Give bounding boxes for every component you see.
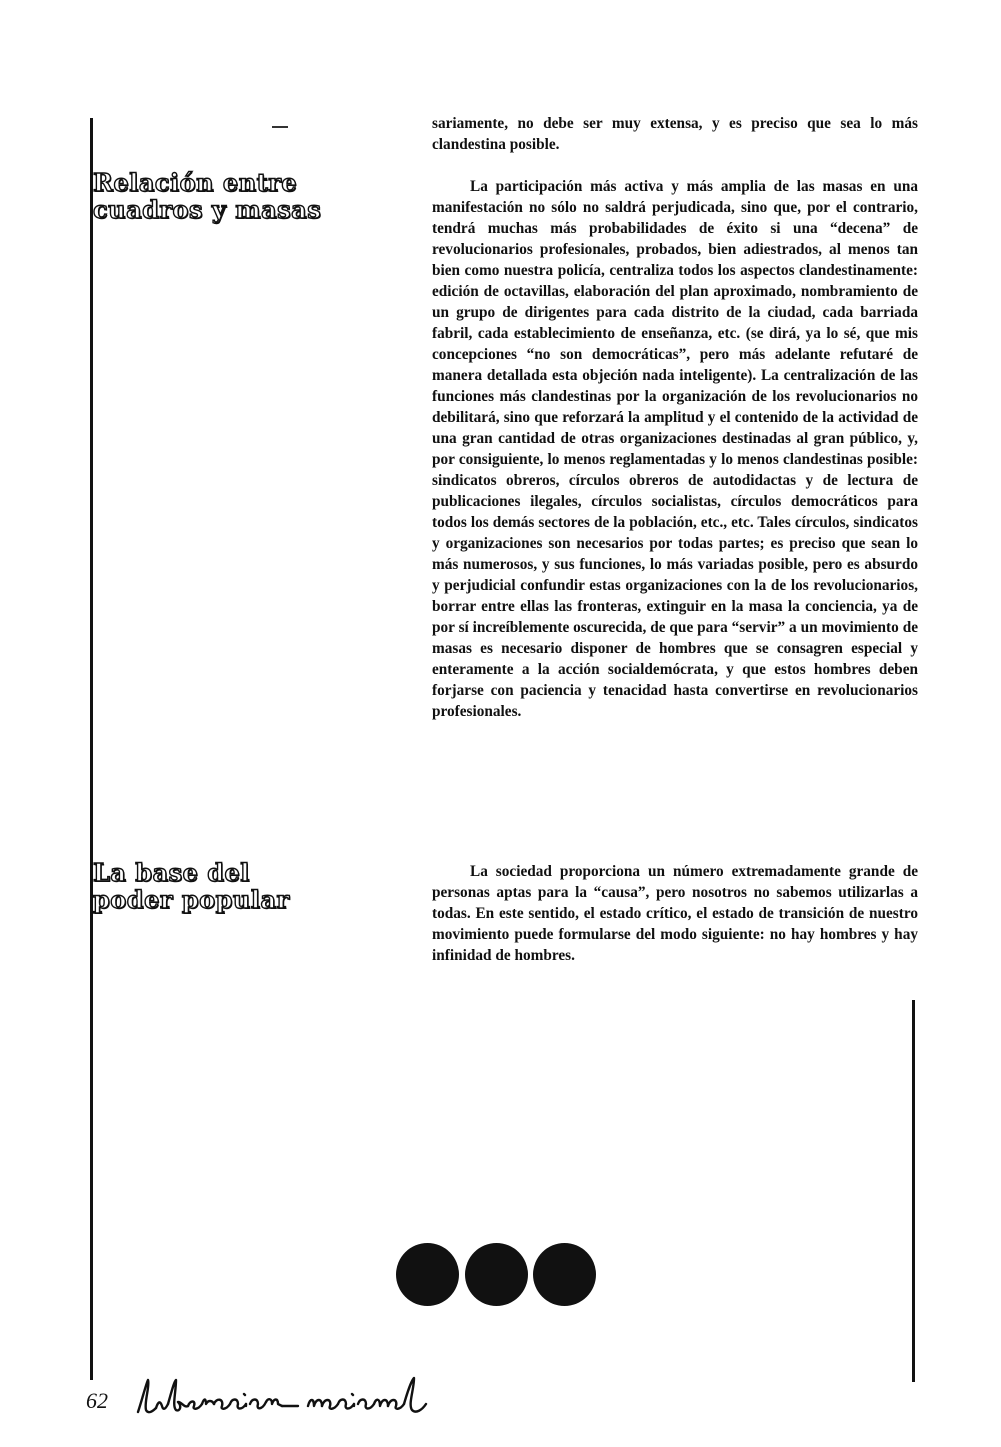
paragraph-last: La sociedad proporciona un número extremadamente grande de personas aptas para la “causa”, pero nosotros no sabemos utilizarlas a todas. En este sentido, el estado crítico, el estado de transición de nuestro movimiento puede formularse del modo siguiente: no hay hombres y hay infinidad de hombres. <box>432 863 918 964</box>
ornament-dot <box>465 1243 528 1306</box>
paragraph-main: La participación más activa y más amplia de las masas en una manifestación no sólo no saldrá perjudicada, sino que, por el contrario, tendrá muchas más probabilidades de éxito si una “decena” de revolucionarios profesionales, probados, bien adiestrados, al menos tan bien como nuestra policía, centraliza todos los aspectos clandestinamente: edición de octavillas, elaboración del plan aproximado, nombramiento de un grupo de dirigentes para cada distrito de la ciudad, cada barriada fabril, cada establecimiento de enseñanza, etc. (se dirá, ya lo sé, que mis concepciones “no son democráticas”, pero más adelante refutaré de manera detallada esta objeción nada inteligente). La centralización de las funciones más clandestinas por la organización de los revolucionarios no debilitará, sino que reforzará la amplitud y el contenido de la actividad de una gran cantidad de otras organizaciones destinadas al gran público, y, por consiguiente, lo menos reglamentadas y lo menos clandestinas posible: sindicatos obreros, círculos obreros de autodidactas y de lectura de publicaciones ilegales, círculos socialistas, círculos democráticos para todos los demás sectores de la población, etc., etc. Tales círculos, sindicatos y organizaciones son necesarios por todas partes; es preciso que sean lo más numerosos, y sus funciones, lo más variadas posible, pero es absurdo y perjudicial confundir estas organizaciones con la de los revolucionarios, borrar entre ellas las fronteras, extinguir en la masa la conciencia, ya de por sí increíblemente oscurecida, de que para “servir” a un movimiento de masas es necesario disponer de hombres que se consagren especial y enteramente a la acción socialdemócrata, y que estos hombres deben forjarse con paciencia y tenacidad hasta convertirse en revolucionarios profesionales. <box>432 178 918 720</box>
body-column-top <box>432 113 918 155</box>
ornament-dot <box>396 1243 459 1306</box>
section-heading-poder-popular <box>93 859 323 913</box>
section-end-dots <box>396 1240 596 1308</box>
heading-line: Relación entre <box>93 168 298 197</box>
paragraph-continuation: sariamente, no debe ser muy extensa, y es preciso que sea lo más clandestina posible. <box>432 115 918 153</box>
body-column-main <box>432 176 918 722</box>
body-column-last <box>432 861 918 966</box>
page-number: 62 <box>86 1388 108 1413</box>
heading-line: La base del <box>93 858 250 887</box>
signature-text: liberación nacional <box>132 1372 140 1373</box>
heading-line: cuadros y masas <box>93 195 322 224</box>
ink-mark <box>272 126 288 128</box>
publication-signature-logo <box>132 1372 432 1422</box>
heading-line: poder popular <box>93 885 290 914</box>
left-margin-rule <box>90 118 93 1380</box>
ornament-dot <box>533 1243 596 1306</box>
section-heading-cuadros-masas <box>93 169 323 223</box>
right-margin-rule <box>912 1000 915 1382</box>
